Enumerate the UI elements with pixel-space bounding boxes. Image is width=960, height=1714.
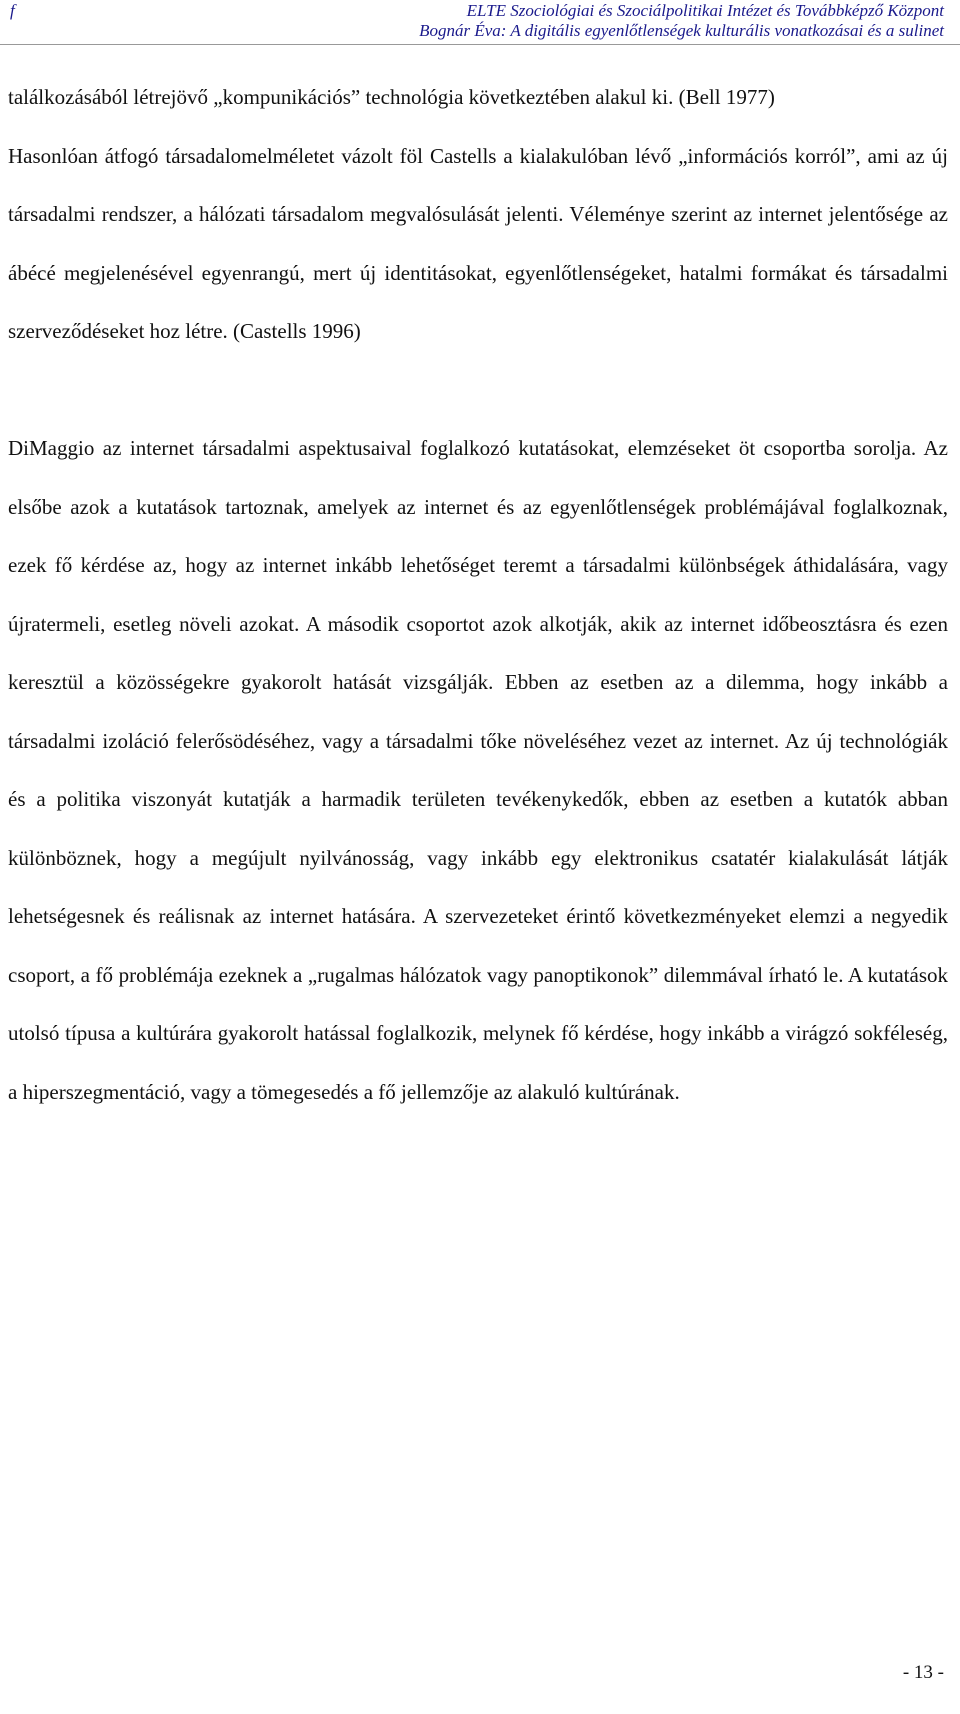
document-body <box>8 68 948 1121</box>
header-mark: f <box>10 1 15 20</box>
paragraph-3: DiMaggio az internet társadalmi aspektusaival foglalkozó kutatásokat, elemzéseket öt csoportba sorolja. Az elsőbe azok a kutatások tartoznak, amelyek az internet és az egyenlőtlenségek problémájával foglalkoznak, ezek fő kérdése az, hogy az internet inkább lehetőséget teremt a társadalmi különbségek áthidalására, vagy újratermeli, esetleg növeli azokat. A második csoportot azok alkotják, akik az internet időbeosztásra és ezen keresztül a közösségekre gyakorolt hatását vizsgálják. Ebben az esetben az a dilemma, hogy inkább a társadalmi izoláció felerősödéséhez, vagy a társadalmi tőke növeléséhez vezet az internet. Az új technológiák és a politika viszonyát kutatják a harmadik területen tevékenykedők, ebben az esetben a kutatók abban különböznek, hogy a megújult nyilvánosság, vagy inkább egy elektronikus csatatér kialakulását látják lehetségesnek és reálisnak az internet hatására. A szervezeteket érintő következményeket elemzi a negyedik csoport, a fő problémája ezeknek a „rugalmas hálózatok vagy panoptikonok” dilemmával írható le. A kutatások utolsó típusa a kultúrára gyakorolt hatással foglalkozik, melynek fő kérdése, hogy inkább a virágzó sokféleség, a hiperszegmentáció, vagy a tömegesedés a fő jellemzője az alakuló kultúrának. <box>8 436 948 1104</box>
paragraph-2: Hasonlóan átfogó társadalomelméletet vázolt föl Castells a kialakulóban lévő „információs korról”, ami az új társadalmi rendszer, a hálózati társadalom megvalósulását jelenti. Véleménye szerint az internet jelentősége az ábécé megjelenésével egyenrangú, mert új identitásokat, egyenlőtlenségeket, hatalmi formákat és társadalmi szerveződéseket hoz létre. (Castells 1996) <box>8 143 948 343</box>
page-number: - 13 - <box>902 1662 944 1683</box>
paragraph-1: találkozásából létrejövő „kompunikációs” technológia következtében alakul ki. (Bell 1977) <box>8 85 775 109</box>
paragraph-gap <box>8 361 948 420</box>
page-header <box>0 0 960 46</box>
header-institution: ELTE Szociológiai és Szociálpolitikai Intézet és Továbbképző Központ <box>466 1 944 20</box>
header-subtitle: Bognár Éva: A digitális egyenlőtlenségek kulturális vonatkozásai és a sulinet <box>419 21 944 40</box>
header-divider <box>0 44 960 45</box>
